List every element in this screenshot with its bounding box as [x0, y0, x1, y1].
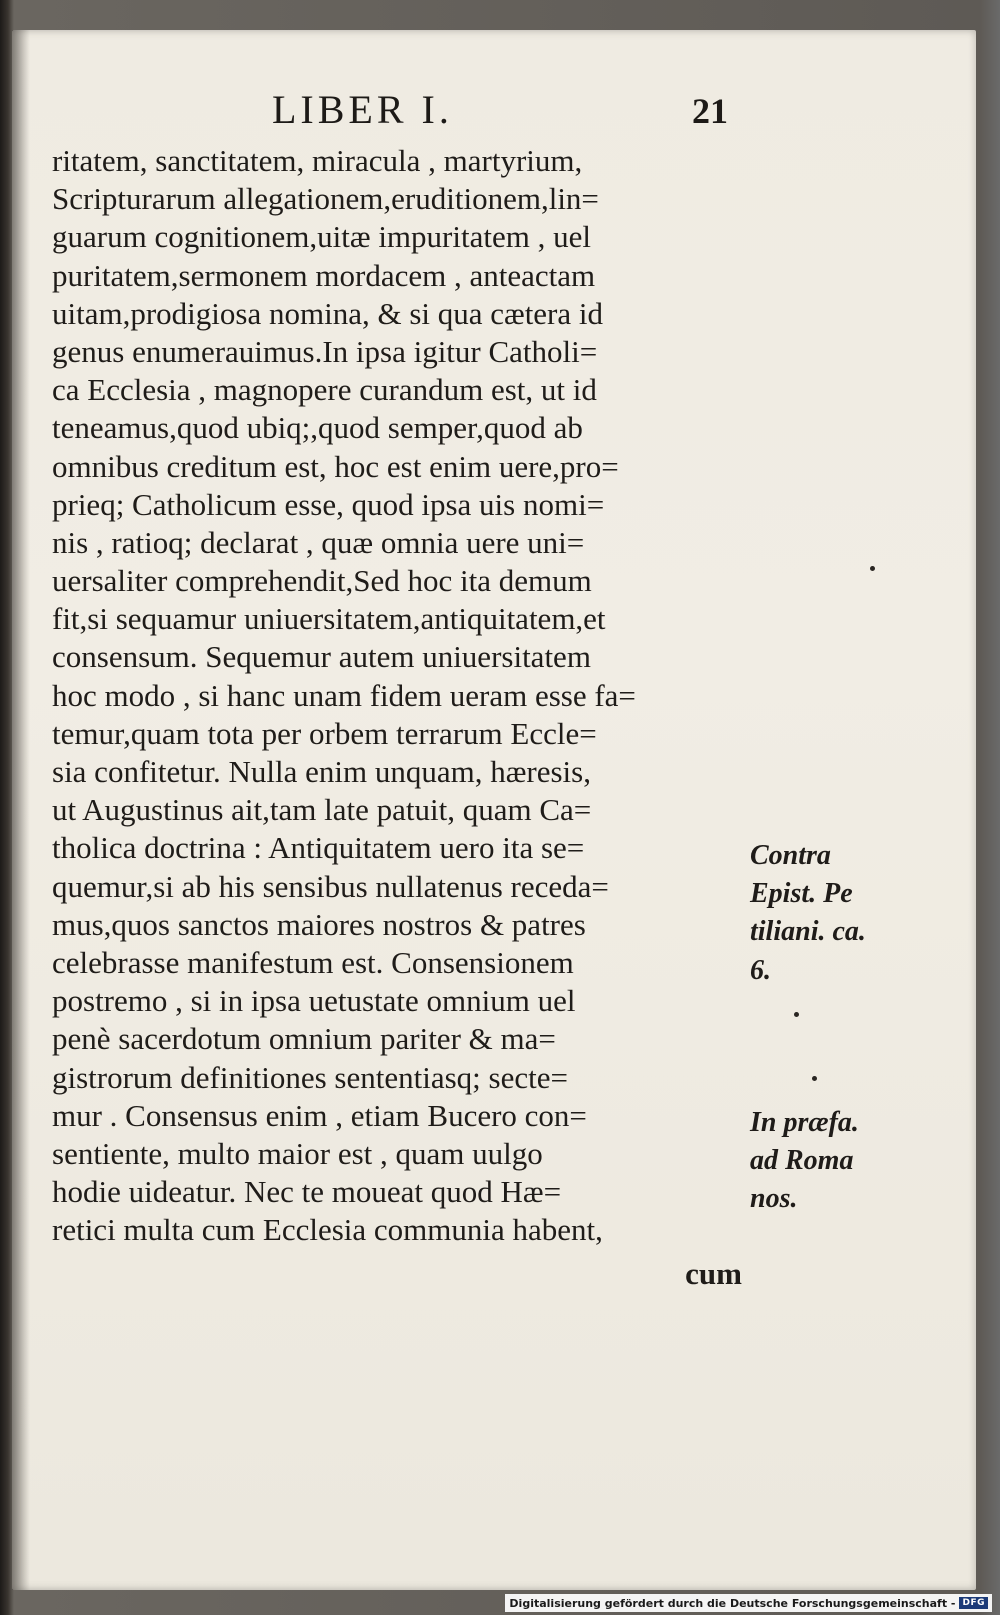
- catchword-area: [52, 1256, 742, 1296]
- body-text: [52, 142, 752, 1249]
- text-line: puritatem,sermonem mordacem , anteactam: [52, 257, 596, 293]
- text-line: mus,quos sanctos maiores nostros & patres: [52, 906, 586, 942]
- marginal-note-line: tiliani. ca.: [750, 916, 866, 948]
- marginal-note-contra-epist: [750, 837, 880, 990]
- book-page: [12, 30, 976, 1590]
- text-line: sia confitetur. Nulla enim unquam, hæresis,: [52, 754, 591, 789]
- ink-speck: [812, 1076, 817, 1081]
- text-line: postremo , si in ipsa uetustate omnium uel: [52, 983, 576, 1019]
- text-line: hoc modo , si hanc unam fidem ueram esse fa=: [52, 677, 636, 713]
- marginal-note-line: nos.: [750, 1183, 798, 1215]
- text-line: nis , ratioq; declarat , quæ omnia uere uni=: [52, 524, 585, 560]
- text-line: uitam,prodigiosa nomina, & si qua cætera id: [52, 295, 604, 331]
- text-line: omnibus creditum est, hoc est enim uere,pro=: [52, 448, 619, 484]
- running-head: [272, 86, 493, 134]
- catchword: cum: [685, 1256, 742, 1291]
- text-line: Scripturarum allegationem,eruditionem,lin=: [52, 181, 599, 217]
- text-line: uersaliter comprehendit,Sed hoc ita demum: [52, 563, 592, 599]
- text-line: tholica doctrina : Antiquitatem uero ita se=: [52, 830, 585, 866]
- text-line: retici multa cum Ecclesia communia habent,: [52, 1212, 603, 1248]
- text-line: ca Ecclesia , magnopere curandum est, ut id: [52, 372, 597, 408]
- text-line: quemur,si ab his sensibus nullatenus receda=: [52, 868, 609, 904]
- text-line: ut Augustinus ait,tam late patuit, quam Ca=: [52, 792, 592, 828]
- text-line: gistrorum definitiones sententiasq; secte=: [52, 1059, 568, 1095]
- ink-speck: [794, 1012, 799, 1017]
- dfg-logo: DFG: [959, 1597, 988, 1609]
- text-line: celebrasse manifestum est. Consensionem: [52, 944, 574, 980]
- marginal-note-line: Epist. Pe: [750, 878, 853, 910]
- text-line: fit,si sequamur uniuersitatem,antiquitatem,et: [52, 601, 606, 637]
- text-line: prieq; Catholicum esse, quod ipsa uis nomi=: [52, 486, 605, 522]
- text-line: temur,quam tota per orbem terrarum Eccle=: [52, 715, 597, 751]
- text-line: consensum. Sequemur autem uniuersitatem: [52, 639, 591, 675]
- text-line: teneamus,quod ubiq;,quod semper,quod ab: [52, 410, 583, 446]
- text-line: guarum cognitionem,uitæ impuritatem , uel: [52, 219, 591, 255]
- marginal-note-line: In præfa.: [750, 1107, 859, 1138]
- text-line: hodie uideatur. Nec te moueat quod Hæ=: [52, 1174, 562, 1210]
- marginal-note-line: 6.: [750, 954, 771, 986]
- text-line: genus enumerauimus.In ipsa igitur Catholi=: [52, 333, 598, 369]
- text-line: sentiente, multo maior est , quam uulgo: [52, 1135, 543, 1171]
- page-number: 21: [692, 91, 728, 131]
- text-line: ritatem, sanctitatem, miracula , martyrium,: [52, 143, 583, 178]
- marginal-note-in-praefa: [750, 1104, 880, 1219]
- digitization-credit: [505, 1594, 992, 1612]
- marginal-note-line: Contra: [750, 840, 831, 871]
- credit-text: Digitalisierung gefördert durch die Deutsche Forschungsgemeinschaft -: [509, 1596, 956, 1610]
- text-line: penè sacerdotum omnium pariter & ma=: [52, 1021, 556, 1057]
- ink-speck: [870, 566, 875, 571]
- running-head-title: LIBER I.: [272, 87, 453, 132]
- marginal-note-line: ad Roma: [750, 1145, 854, 1177]
- page-gutter-shadow: [12, 30, 30, 1590]
- text-line: mur . Consensus enim , etiam Bucero con=: [52, 1097, 587, 1133]
